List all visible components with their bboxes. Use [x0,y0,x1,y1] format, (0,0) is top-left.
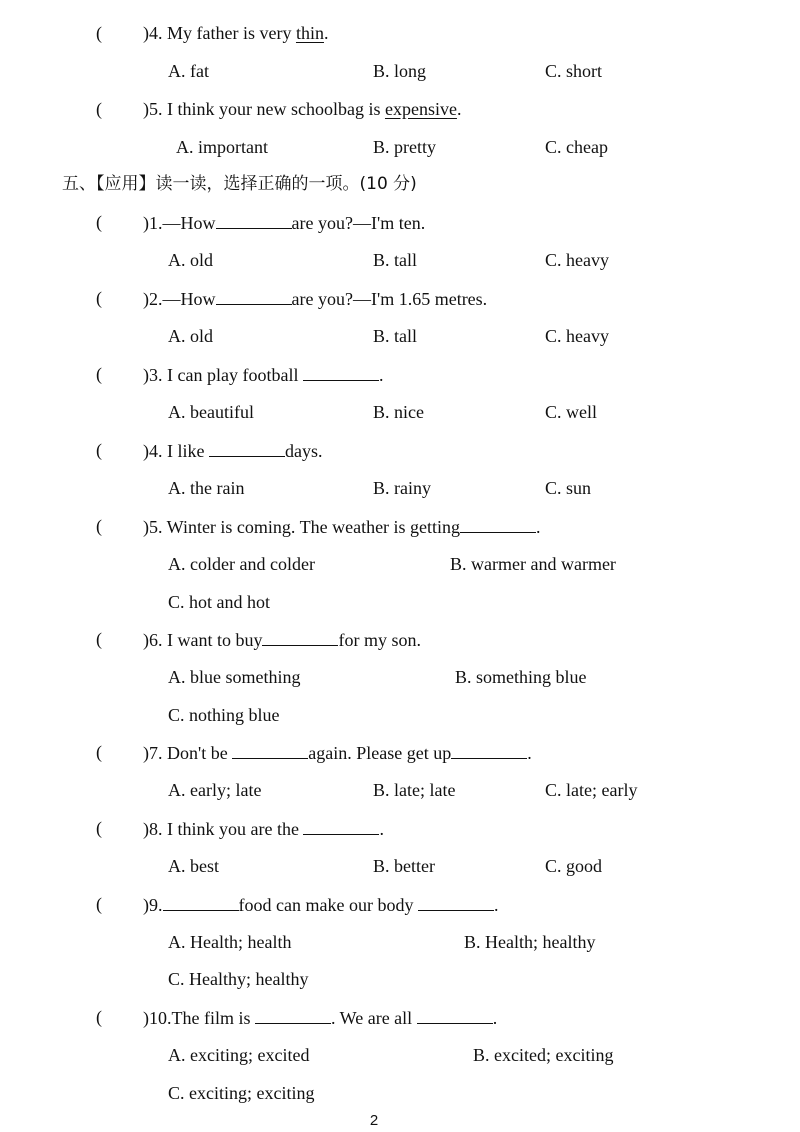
stem-text: days. [285,441,323,461]
question-stem [143,515,541,538]
stem-text: are you?—I'm ten. [291,213,426,233]
answer-paren: ( [96,629,102,649]
option-b[interactable]: B. excited; exciting [473,1045,614,1065]
stem-text: —How [162,213,216,233]
option-c[interactable]: C. heavy [545,250,609,270]
stem-text: The film is [171,1008,255,1028]
answer-paren: ( [96,212,102,232]
question-stem [143,287,487,310]
option-a[interactable]: A. old [168,250,213,270]
option-b[interactable]: B. warmer and warmer [450,554,616,574]
question-number: )9. [143,895,163,915]
option-a[interactable]: A. fat [168,61,209,81]
option-a[interactable]: A. Health; health [168,932,292,952]
answer-blank[interactable] [216,287,292,305]
option-a[interactable]: A. early; late [168,780,262,800]
question-stem [143,628,421,651]
option-c[interactable]: C. cheap [545,137,608,157]
question-number: )3. [143,365,163,385]
question-stem [143,439,323,462]
answer-paren: ( [96,99,102,119]
question-stem [143,817,384,840]
question-number: )2. [143,289,163,309]
option-a[interactable]: A. beautiful [168,402,254,422]
answer-blank[interactable] [255,1006,331,1024]
stem-text: . [379,819,384,839]
option-b[interactable]: B. tall [373,250,417,270]
option-b[interactable]: B. something blue [455,667,587,687]
underlined-word: thin [295,23,324,43]
stem-text: . [527,743,532,763]
option-c[interactable]: C. late; early [545,780,638,800]
answer-blank[interactable] [418,893,494,911]
option-b[interactable]: B. rainy [373,478,431,498]
stem-text: . [323,23,329,43]
stem-text: . [493,895,499,915]
option-c[interactable]: C. exciting; exciting [168,1083,315,1103]
stem-text: Winter is coming. The weather is getting [162,517,461,537]
option-a[interactable]: A. important [176,137,268,157]
answer-blank[interactable] [303,363,379,381]
stem-text: —How [162,289,216,309]
stem-text: . [456,99,462,119]
option-a[interactable]: A. best [168,856,219,876]
option-b[interactable]: B. Health; healthy [464,932,596,952]
stem-text: My father is very [162,23,296,43]
stem-text: I think you are the [162,819,304,839]
option-b[interactable]: B. tall [373,326,417,346]
section-heading: 五、【应用】读一读，选择正确的一项。(10 分) [62,174,417,194]
stem-text: I like [162,441,209,461]
option-c[interactable]: C. hot and hot [168,592,270,612]
option-c[interactable]: C. Healthy; healthy [168,969,309,989]
answer-paren: ( [96,742,102,762]
stem-text: . [378,365,384,385]
option-b[interactable]: B. better [373,856,435,876]
answer-blank[interactable] [216,211,292,229]
question-number: )10. [143,1008,172,1028]
question-stem [143,98,461,120]
answer-blank[interactable] [262,628,338,646]
option-c[interactable]: C. short [545,61,603,81]
option-b[interactable]: B. long [373,61,427,81]
stem-text: I can play football [162,365,303,385]
answer-blank[interactable] [451,741,527,759]
answer-paren: ( [96,288,102,308]
question-number: )8. [143,819,163,839]
answer-paren: ( [96,516,102,536]
question-number: )5. [143,99,163,119]
answer-paren: ( [96,440,102,460]
question-stem [143,363,383,386]
stem-text: I think your new schoolbag is [162,99,385,119]
option-b[interactable]: B. pretty [373,137,436,157]
option-c[interactable]: C. heavy [545,326,609,346]
option-a[interactable]: A. old [168,326,213,346]
answer-paren: ( [96,364,102,384]
stem-text: . We are all [331,1008,417,1028]
stem-text: Don't be [162,743,233,763]
stem-text: . [492,1008,498,1028]
option-b[interactable]: B. nice [373,402,424,422]
question-stem [143,22,328,44]
answer-paren: ( [96,894,102,914]
question-number: )7. [143,743,163,763]
question-number: )5. [143,517,163,537]
question-stem [143,741,532,764]
answer-blank[interactable] [232,741,308,759]
option-a[interactable]: A. exciting; excited [168,1045,310,1065]
option-c[interactable]: C. good [545,856,603,876]
answer-blank[interactable] [163,893,239,911]
option-b[interactable]: B. late; late [373,780,456,800]
stem-text: . [536,517,541,537]
question-number: )1. [143,213,163,233]
option-a[interactable]: A. the rain [168,478,245,498]
answer-blank[interactable] [303,817,379,835]
option-a[interactable]: A. blue something [168,667,301,687]
question-stem [143,211,425,234]
underlined-word: expensive [384,99,457,119]
page-number: 2 [369,1112,379,1129]
question-number: )6. [143,630,163,650]
answer-blank[interactable] [209,439,285,457]
answer-paren: ( [96,818,102,838]
answer-blank[interactable] [417,1006,493,1024]
answer-blank[interactable] [460,515,536,533]
answer-paren: ( [96,1007,102,1027]
stem-text: food can make our body [238,895,418,915]
option-c[interactable]: C. sun [545,478,592,498]
stem-text: I want to buy [162,630,263,650]
question-number: )4. [143,23,163,43]
question-stem [143,1006,497,1029]
question-stem [143,893,498,916]
stem-text: are you?—I'm 1.65 metres. [291,289,488,309]
answer-paren: ( [96,23,102,43]
stem-text: again. Please get up [308,743,452,763]
option-c[interactable]: C. nothing blue [168,705,280,725]
option-a[interactable]: A. colder and colder [168,554,315,574]
option-c[interactable]: C. well [545,402,597,422]
stem-text: for my son. [338,630,421,650]
question-number: )4. [143,441,163,461]
